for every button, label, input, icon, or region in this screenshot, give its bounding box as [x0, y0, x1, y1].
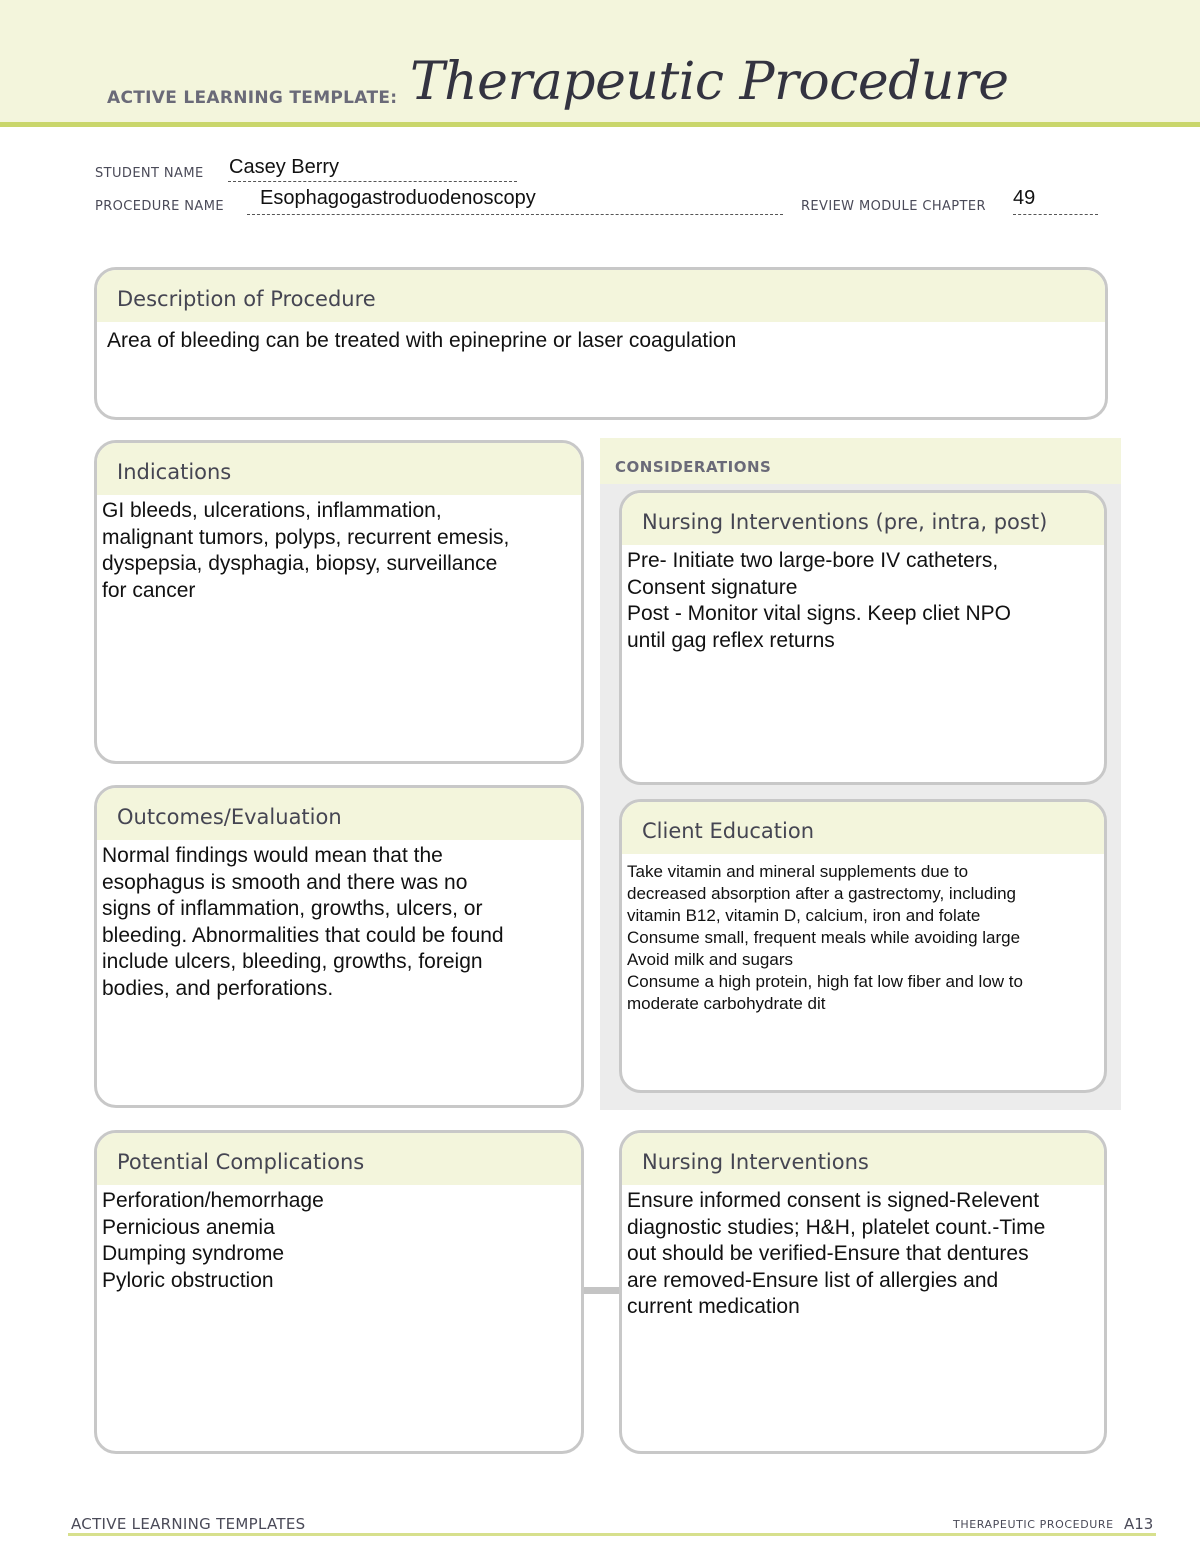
page-title: Therapeutic Procedure — [410, 52, 1009, 112]
indications-box — [94, 440, 584, 764]
procedure-name-label: PROCEDURE NAME — [95, 199, 224, 214]
outcomes-box — [94, 785, 584, 1108]
complications-title: Potential Complications — [117, 1150, 365, 1174]
template-label: ACTIVE LEARNING TEMPLATE: — [107, 88, 398, 108]
nursing-interventions-box — [619, 1130, 1107, 1454]
procedure-name-field[interactable]: Esophagogastroduodenoscopy — [260, 187, 536, 209]
client-education-text[interactable]: Take vitamin and mineral supplements due to decreased absorption after a gastrectomy, including vitamin B12, vitamin D, calcium, iron and folate Consume small, frequent meals while avoiding large Avoid milk and sugars Consume a high protein, high fat low fiber and low to moderate carbohydrate dit — [627, 862, 1023, 1013]
nursing-pre-intra-post-title: Nursing Interventions (pre, intra, post) — [642, 510, 1048, 534]
header-rule — [0, 122, 1200, 127]
review-module-field[interactable]: 49 — [1013, 187, 1036, 209]
student-name-line — [228, 180, 517, 182]
description-box — [94, 267, 1108, 420]
complications-text[interactable]: Perforation/hemorrhage Pernicious anemia Dumping syndrome Pyloric obstruction — [102, 1189, 324, 1292]
description-text[interactable]: Area of bleeding can be treated with epineprine or laser coagulation — [107, 329, 737, 352]
complications-box — [94, 1130, 584, 1454]
nursing-interventions-text[interactable]: Ensure informed consent is signed-Relevent diagnostic studies; H&H, platelet count.-Time out should be verified-Ensure that dentures are removed-Ensure list of allergies and current medication — [627, 1189, 1046, 1318]
nursing-interventions-title: Nursing Interventions — [642, 1150, 869, 1174]
nursing-pre-intra-post-box — [619, 490, 1107, 785]
footer-rule — [68, 1533, 1156, 1536]
complications-connector — [584, 1287, 621, 1294]
footer-page-number: A13 — [1124, 1515, 1154, 1533]
indications-title: Indications — [117, 460, 232, 484]
outcomes-text[interactable]: Normal findings would mean that the esophagus is smooth and there was no signs of inflammation, growths, ulcers, or bleeding. Abnormalities that could be found include ulcers, bleeding, growths, foreign bodies, and perforations. — [102, 844, 504, 1000]
student-name-field[interactable]: Casey Berry — [229, 156, 340, 178]
client-education-box — [619, 799, 1107, 1093]
procedure-name-line — [247, 213, 783, 215]
outcomes-title: Outcomes/Evaluation — [117, 805, 342, 829]
footer-left-label: ACTIVE LEARNING TEMPLATES — [71, 1515, 306, 1533]
description-title: Description of Procedure — [117, 287, 376, 311]
nursing-pre-intra-post-text[interactable]: Pre- Initiate two large-bore IV catheters, Consent signature Post - Monitor vital signs. Keep cliet NPO until gag reflex returns — [627, 549, 1011, 652]
student-name-label: STUDENT NAME — [95, 166, 204, 181]
footer-right-label: THERAPEUTIC PROCEDURE — [953, 1518, 1114, 1531]
review-module-line — [1013, 213, 1098, 215]
indications-text[interactable]: GI bleeds, ulcerations, inflammation, malignant tumors, polyps, recurrent emesis, dyspepsia, dysphagia, biopsy, surveillance for cancer — [102, 499, 510, 602]
client-education-title: Client Education — [642, 819, 815, 843]
review-module-label: REVIEW MODULE CHAPTER — [801, 199, 986, 214]
considerations-label: CONSIDERATIONS — [615, 458, 772, 476]
